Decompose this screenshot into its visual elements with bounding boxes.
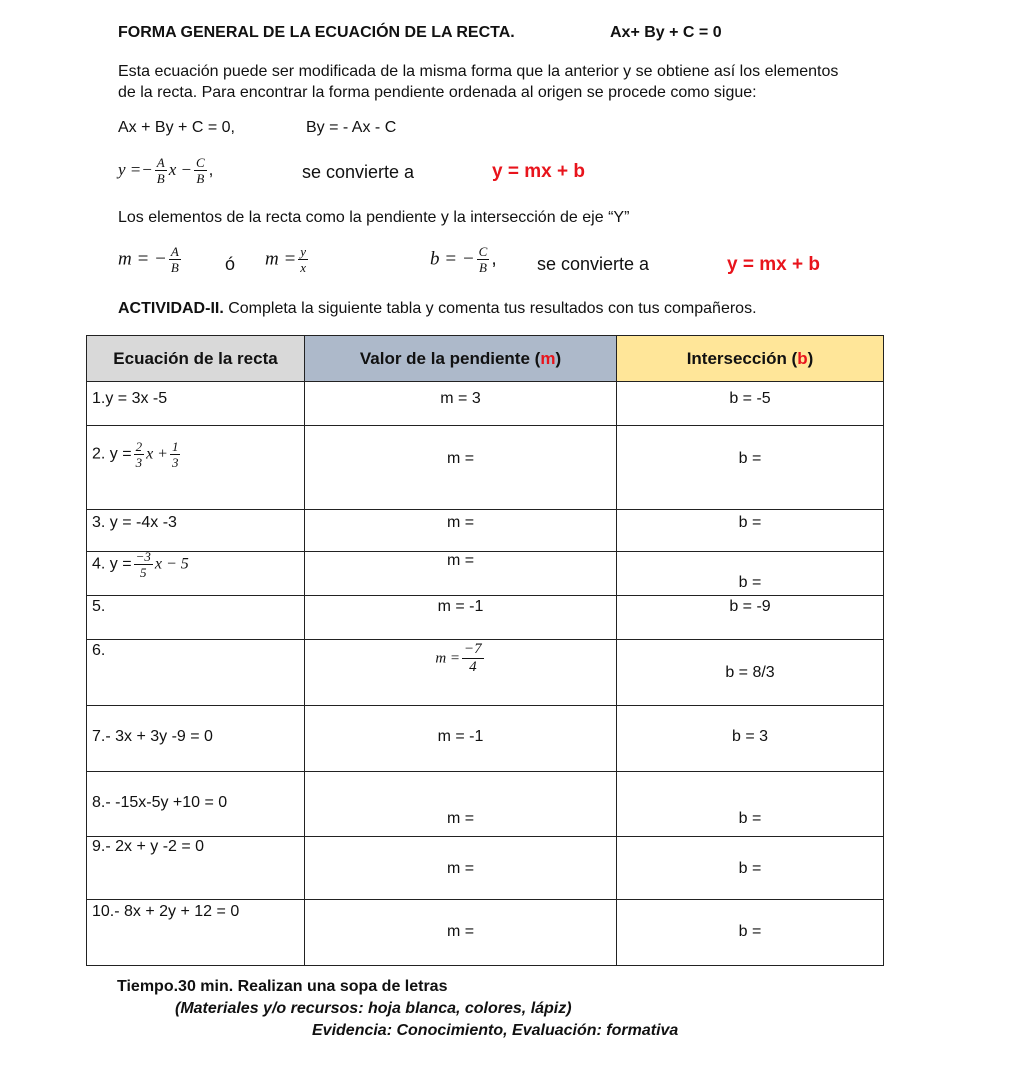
header-equation: Ecuación de la recta: [87, 336, 305, 382]
slope-cell[interactable]: [305, 382, 617, 426]
intercept-cell[interactable]: [617, 426, 884, 510]
intercept-value: b =: [738, 574, 762, 591]
footer-evidence: Evidencia: Conocimiento, Evaluación: formativa: [312, 1022, 679, 1039]
intercept-cell[interactable]: [617, 552, 884, 596]
header-slope: [305, 336, 617, 382]
m2-lhs: m =: [265, 248, 297, 270]
footer-time: Tiempo.30 min. Realizan una sopa de letras: [117, 978, 448, 995]
fraction: [170, 440, 181, 469]
fraction-numerator: 2: [135, 439, 143, 454]
fraction-a-over-b: [155, 156, 167, 185]
or-text: ó: [225, 254, 236, 274]
intercept-cell[interactable]: [617, 596, 884, 640]
fraction-denominator: 5: [139, 565, 147, 580]
slope-cell[interactable]: [305, 596, 617, 640]
equation-text: [92, 440, 304, 469]
intercept-value: b = -5: [729, 390, 771, 407]
activity-text: Completa la siguiente tabla y comenta tus resultados con tus compañeros.: [223, 300, 757, 317]
slope-value: m =: [446, 923, 475, 940]
equation-text: 8.- -15x-5y +10 = 0: [92, 794, 228, 811]
table-row: [87, 510, 884, 552]
fraction-denominator: 3: [171, 455, 179, 470]
equation-cell: [87, 596, 305, 640]
intercept-cell[interactable]: [617, 640, 884, 706]
fraction-numerator: −3: [135, 549, 151, 564]
slope-value: m =: [446, 450, 475, 467]
header-slope-pre: Valor de la pendiente (: [359, 348, 541, 368]
fraction-denominator: x: [300, 260, 307, 275]
activity-instructions: [118, 300, 757, 318]
table-row: [87, 640, 884, 706]
intercept-value: b =: [738, 860, 762, 877]
intercept-cell[interactable]: [617, 706, 884, 772]
fraction-numerator: A: [156, 155, 165, 170]
equation-text: 9.- 2x + y -2 = 0: [92, 838, 205, 855]
equation-text: 5.: [92, 598, 106, 615]
slope-value: m =: [446, 552, 475, 569]
equation-cell: [87, 837, 305, 900]
fraction-denominator: B: [196, 171, 205, 186]
equation-cell: [87, 706, 305, 772]
equation-text: [92, 550, 304, 579]
intercept-value: b = 8/3: [725, 664, 775, 681]
intercept-cell[interactable]: [617, 772, 884, 837]
footer-materials: (Materiales y/o recursos: hoja blanca, colores, lápiz): [175, 1000, 572, 1017]
slope-cell[interactable]: [305, 510, 617, 552]
slope-intercept-table: [86, 335, 884, 966]
equation-text: 6.: [92, 642, 106, 659]
intro-line-2: de la recta. Para encontrar la forma pendiente ordenada al origen se procede como sigue:: [118, 84, 757, 101]
equation-prefix: 4. y =: [92, 555, 132, 573]
eq-mid: x −: [168, 159, 192, 179]
eq-comma: ,: [208, 159, 214, 179]
fraction: [134, 550, 153, 579]
slope-intercept-form: y = mx + b: [492, 161, 585, 182]
general-equation: Ax+ By + C = 0: [610, 24, 722, 41]
fraction: [462, 642, 484, 675]
table-row: [87, 382, 884, 426]
fraction-numerator: y: [300, 244, 307, 259]
intercept-cell[interactable]: [617, 837, 884, 900]
intercept-value: b =: [738, 514, 762, 531]
table-row: [87, 706, 884, 772]
header-intercept: [617, 336, 884, 382]
fraction-denominator: 3: [135, 455, 143, 470]
intro-line-1: Esta ecuación puede ser modificada de la misma forma que la anterior y se obtiene así los elementos: [118, 63, 839, 80]
slope-value: [305, 642, 616, 675]
equation-cell: [87, 382, 305, 426]
eq-general: Ax + By + C = 0,: [118, 119, 235, 136]
table-header-row: [87, 336, 884, 382]
table-row: [87, 596, 884, 640]
eq-intercept-formula: [430, 245, 497, 274]
equation-cell: [87, 900, 305, 966]
equation-cell: [87, 510, 305, 552]
activity-label: ACTIVIDAD-II.: [118, 300, 224, 317]
equation-text: 7.- 3x + 3y -9 = 0: [92, 728, 213, 745]
equation-mid: x +: [146, 445, 168, 463]
fraction-numerator: A: [170, 244, 179, 259]
fraction-denominator: 4: [469, 659, 477, 675]
header-slope-post: ): [555, 348, 562, 368]
table-row: [87, 772, 884, 837]
intercept-value: b = 3: [731, 728, 769, 745]
fraction-numerator: C: [478, 244, 488, 259]
slope-cell[interactable]: [305, 706, 617, 772]
fraction: [134, 440, 145, 469]
header-intercept-pre: Intersección (: [686, 348, 798, 368]
equation-cell: [87, 549, 305, 596]
eq-comma: ,: [491, 248, 497, 270]
eq-slope-formula: [118, 245, 183, 274]
equation-mid: x − 5: [154, 555, 189, 573]
slope-intercept-form-2: y = mx + b: [727, 254, 820, 275]
equation-cell: [87, 772, 305, 837]
fraction-numerator: C: [195, 155, 205, 170]
slope-cell[interactable]: [305, 552, 617, 596]
slope-value: m =: [446, 810, 475, 827]
slope-cell[interactable]: [305, 772, 617, 837]
fraction-numerator: 1: [171, 439, 179, 454]
table-row: [87, 900, 884, 966]
slope-cell[interactable]: [305, 900, 617, 966]
b-lhs: b = −: [430, 248, 475, 270]
intercept-value: b =: [738, 923, 762, 940]
slope-value: m =: [446, 860, 475, 877]
intercept-value: b =: [738, 810, 762, 827]
slope-cell[interactable]: [305, 426, 617, 510]
header-intercept-post: ): [807, 348, 814, 368]
intercept-value: b = -9: [729, 598, 771, 615]
slope-cell[interactable]: [305, 640, 617, 706]
intercept-value: b =: [738, 450, 762, 467]
converts-to-text: se convierte a: [302, 162, 415, 182]
fraction-y-over-x: [298, 245, 308, 274]
fraction-c-over-b: [194, 156, 207, 185]
intercept-cell[interactable]: [617, 900, 884, 966]
fraction-numerator: −7: [464, 641, 482, 657]
header-intercept-var: b: [797, 348, 808, 368]
slope-cell[interactable]: [305, 837, 617, 900]
eq-solved-by: By = - Ax - C: [306, 119, 397, 136]
elements-text: Los elementos de la recta como la pendiente y la intersección de eje “Y”: [118, 209, 630, 226]
slope-value: m = -1: [437, 728, 484, 745]
equation-prefix: 2. y =: [92, 445, 132, 463]
table-row: [87, 426, 884, 510]
equation-text: 1.y = 3x -5: [92, 390, 168, 407]
fraction-denominator: B: [156, 171, 165, 186]
eq-lhs: y =−: [118, 159, 153, 179]
eq-slope-ratio: [265, 245, 310, 274]
equation-cell: [87, 426, 305, 510]
table-row: [87, 552, 884, 596]
eq-slope-intercept-derivation: [118, 156, 213, 185]
fraction-denominator: B: [479, 260, 487, 275]
slope-prefix: m =: [435, 650, 461, 667]
converts-to-text-2: se convierte a: [537, 254, 650, 274]
slope-value: m = 3: [440, 390, 481, 407]
fraction-denominator: B: [170, 260, 179, 275]
equation-cell: [87, 640, 305, 706]
fraction-c-over-b: [477, 245, 490, 274]
table-row: [87, 837, 884, 900]
header-slope-var: m: [540, 348, 556, 368]
equation-text: 3. y = -4x -3: [92, 514, 177, 531]
intercept-cell[interactable]: [617, 382, 884, 426]
m-lhs: m = −: [118, 248, 167, 270]
equation-text: 10.- 8x + 2y + 12 = 0: [92, 903, 240, 920]
slope-value: m = -1: [437, 598, 484, 615]
page-title: FORMA GENERAL DE LA ECUACIÓN DE LA RECTA.: [118, 24, 515, 41]
slope-value: m =: [446, 514, 475, 531]
intercept-cell[interactable]: [617, 510, 884, 552]
fraction-a-over-b: [169, 245, 181, 274]
